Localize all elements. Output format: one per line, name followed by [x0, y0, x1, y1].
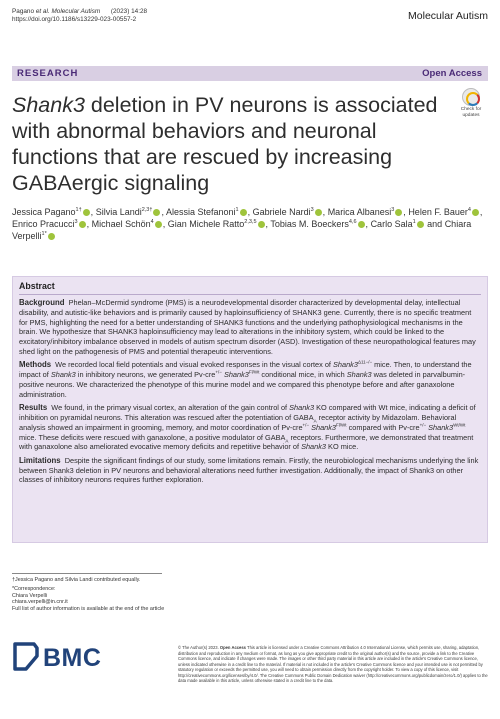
methods-text: was deleted in parvalbumin-positive neurons. We characterized the phenotype of this murine model and we compared this phenotype before and after ganaxolone administration.	[19, 370, 466, 399]
receptor-sub: A	[285, 438, 289, 444]
author-affiliation-sup: 4,6	[348, 219, 357, 226]
orcid-icon[interactable]	[395, 209, 402, 216]
genotype-sup: +/−	[419, 422, 427, 428]
methods-text: conditional mice, in which	[259, 370, 347, 380]
author-separator: ,	[265, 219, 271, 230]
author-separator: ,	[479, 207, 483, 217]
receptor-sub: A	[313, 418, 317, 424]
abstract-limitations	[19, 456, 481, 485]
author-separator: ,	[403, 207, 409, 217]
abstract-background	[19, 298, 481, 357]
author-separator: ,	[162, 219, 168, 230]
results-text: We found, in the primary visual cortex, an alteration of the gain control of	[51, 403, 290, 413]
check-updates-label	[456, 107, 486, 118]
results-text: receptor activity by Midazolam. Behavioral analysis showed an impairment in grooming, memory, and motor coordination of Pv-cre	[19, 412, 457, 432]
footnotes	[12, 573, 165, 612]
author-affiliation-sup: 1*	[41, 231, 47, 238]
author-name: Jessica Pagano	[12, 207, 76, 217]
orcid-icon[interactable]	[240, 209, 247, 216]
methods-text: mice. Then, to understand the impact of	[19, 360, 472, 380]
orcid-icon[interactable]	[79, 221, 86, 228]
orcid-icon[interactable]	[83, 209, 90, 216]
license-statement	[178, 645, 490, 684]
author-affiliation-sup: 3	[391, 207, 395, 213]
author-name: Gian Michele Ratto	[167, 219, 245, 230]
abstract-methods	[19, 360, 481, 399]
running-header	[12, 8, 488, 34]
limitations-label: Limitations	[19, 455, 61, 465]
check-updates-line2: updates	[462, 112, 480, 118]
gene-name: Shank3	[311, 422, 337, 432]
author-affiliation-sup: 4	[150, 219, 154, 226]
author-name: Silvia Landi	[95, 207, 142, 217]
orcid-icon[interactable]	[358, 221, 365, 228]
author-name: Alessia Stefanoni	[165, 207, 236, 217]
bmc-logo	[12, 640, 102, 676]
bmc-mark-icon	[12, 642, 40, 672]
author-affiliation-sup: 2,3†	[141, 207, 153, 213]
methods-text: in inhibitory neurons, we generated Pv-cre	[75, 370, 216, 380]
orcid-icon[interactable]	[153, 209, 160, 216]
methods-text: We recorded local field potentials and visual evoked responses in the visual cortex of	[55, 360, 334, 370]
gene-name: Shank3	[301, 442, 326, 452]
author-list	[12, 206, 488, 243]
genotype-sup: +/−	[302, 422, 310, 428]
correspondence-label: *Correspondence:	[12, 586, 56, 593]
open-access-label: Open Access	[422, 68, 482, 79]
orcid-icon[interactable]	[417, 221, 424, 228]
genotype-sup: Fl/Wt	[336, 422, 347, 428]
author-affiliation-sup: 1	[235, 207, 239, 213]
gene-name: Shank3	[333, 360, 358, 370]
abstract-box	[12, 276, 488, 543]
background-text: Phelan–McDermid syndrome (PMS) is a neurodevelopmental disorder characterized by developmental delay, intellectual disability, and autistic-like behaviors and is primarily caused by haploinsufficiency of SHANK3 gene. Currently, there is no specific treatment for PMS, highlighting the need for a better understanding of SHANK3 functions and the underlying pathophysiological mechanisms in the brain. We hypothesize that SHANK3 haploinsufficiency may lead to alterations in the inhibitory system, which could be linked to the excitatory/inhibitory imbalance observed in models of autism spectrum disorder (ASD). Investigation of these neuropathological features may shed light on the pathogenesis of PMS and potential therapeutic interventions.	[19, 298, 476, 356]
abstract-heading: Abstract	[19, 281, 481, 295]
author-name: Marica Albanesi	[327, 207, 392, 217]
citation-authors: Pagano	[12, 8, 36, 15]
author-affiliation-sup: 1	[412, 219, 416, 226]
author-affiliation-sup: 3	[310, 207, 314, 213]
author-separator: ,	[322, 207, 328, 217]
author-separator: ,	[247, 207, 253, 217]
article-type-banner	[12, 66, 488, 81]
author-name: Michael Schön	[91, 219, 151, 230]
citation-line	[12, 8, 147, 16]
orcid-icon[interactable]	[472, 209, 479, 216]
gene-name: Shank3	[346, 370, 372, 380]
genotype-sup: +/−	[215, 369, 222, 375]
limitations-text: Despite the significant findings of our study, some limitations remain. Firstly, the neurobiological mechanisms underlying the link between Shank3 deletion in PV neurons and behavioral alterations need further investigation. Additionally, the impact of Shank3 on other classes of inhibitory neurons requires further exploration.	[19, 455, 479, 485]
equal-contribution-note: †Jessica Pagano and Silvia Landi contributed equally.	[12, 577, 141, 583]
full-author-info-note: Full list of author information is available at the end of the article	[12, 605, 165, 612]
results-label: Results	[19, 403, 48, 413]
open-access-bold: Open Access	[219, 645, 246, 650]
correspondence-name: Chiara Verpelli	[12, 592, 48, 599]
genotype-sup: Fl/Wt	[248, 369, 260, 375]
author-affiliation-sup: 2,3,5	[244, 219, 257, 226]
results-text: receptors. Furthermore, we demonstrated that treatment with ganaxolone also ameliorated evocative memory deficits and repetitive behavior of	[19, 432, 474, 452]
bmc-logo-text: BMC	[43, 644, 102, 672]
title-rest: deletion in PV neurons is associated with abnormal behaviors and neuronal functions that are rescued by increasing GABAergic signaling	[12, 93, 438, 195]
author-affiliation-sup: 1†	[75, 207, 82, 213]
correspondence-email[interactable]: chiara.verpelli@in.cnr.it	[12, 599, 68, 606]
author-separator: ,	[365, 219, 371, 230]
orcid-icon[interactable]	[155, 221, 162, 228]
author-name: Tobias M. Boeckers	[270, 219, 349, 230]
gene-name: Shank3	[289, 403, 315, 413]
orcid-icon[interactable]	[48, 233, 55, 240]
author-name: Gabriele Nardi	[252, 207, 311, 217]
gene-name: Shank3	[50, 370, 76, 380]
author-separator: ,	[161, 207, 166, 217]
orcid-icon[interactable]	[315, 209, 322, 216]
journal-name: Molecular Autism	[408, 10, 488, 22]
author-name: Carlo Sala	[370, 219, 413, 230]
author-separator: ,	[86, 219, 92, 230]
abstract-results	[19, 403, 481, 452]
doi-link[interactable]: https://doi.org/10.1186/s13229-023-00557-2	[12, 16, 137, 23]
gene-name: Shank3	[223, 370, 249, 380]
check-for-updates-button[interactable]	[456, 88, 486, 122]
methods-label: Methods	[19, 360, 52, 370]
results-text: compared with Pv-cre	[346, 422, 420, 432]
author-name: Helen F. Bauer	[408, 207, 468, 217]
author-name: Chiara Verpelli	[12, 219, 472, 242]
gene-name: Shank3	[428, 422, 454, 432]
title-gene: Shank3	[12, 93, 85, 117]
crossmark-icon	[462, 88, 480, 106]
genotype-sup: Δ11−/−	[357, 359, 373, 365]
author-affiliation-sup: 3	[74, 219, 78, 226]
citation-year: (2023) 14:28	[110, 8, 148, 15]
results-text: mice. These deficits were rescued with ganaxolone, a positive modulator of GABA	[19, 432, 286, 442]
author-separator: and	[424, 219, 445, 230]
author-name: Enrico Pracucci	[12, 219, 75, 230]
citation-journal: et al. Molecular Autism	[35, 8, 101, 15]
author-affiliation-sup: 4	[467, 207, 471, 213]
article-title	[12, 92, 452, 196]
orcid-icon[interactable]	[258, 221, 265, 228]
background-label: Background	[19, 298, 65, 307]
article-type: RESEARCH	[17, 68, 79, 79]
copyright-text: © The Author(s) 2023.	[178, 645, 220, 650]
genotype-sup: Wt/Wt	[453, 422, 466, 428]
results-text: KO compared with Wt mice, indicating a deficit of inhibition on pyramidal neurons. This alteration was rescued after the potentiation of GABA	[19, 403, 476, 422]
results-text: KO mice.	[326, 442, 359, 452]
citation-block	[12, 8, 147, 24]
author-separator: ,	[90, 207, 96, 217]
license-text: This article is licensed under a Creative Commons Attribution 4.0 International License, which permits use, sharing, adaptation, distribution and reproduction in any medium or format, as long as you give appropriate credit to the original author(s) and the source, provide a link to the Creative Commons licence, and indicate if changes were made. The images or other third party material in this article are included in the article's Creative Commons licence, unless indicated otherwise in a credit line to the material. If material is not included in the article's Creative Commons licence and your intended use is not permitted by statutory regulation or exceeds the permitted use, you will need to obtain permission directly from the copyright holder. To view a copy of this licence, visit http://creativecommons.org/licenses/by/4.0/. The Creative Commons Public Domain Dedication waiver (http://creativecommons.org/publicdomain/zero/1.0/) applies to the data made available in this article, unless otherwise stated in a credit line to the data.	[178, 645, 488, 684]
check-updates-line1: Check for	[460, 107, 482, 112]
